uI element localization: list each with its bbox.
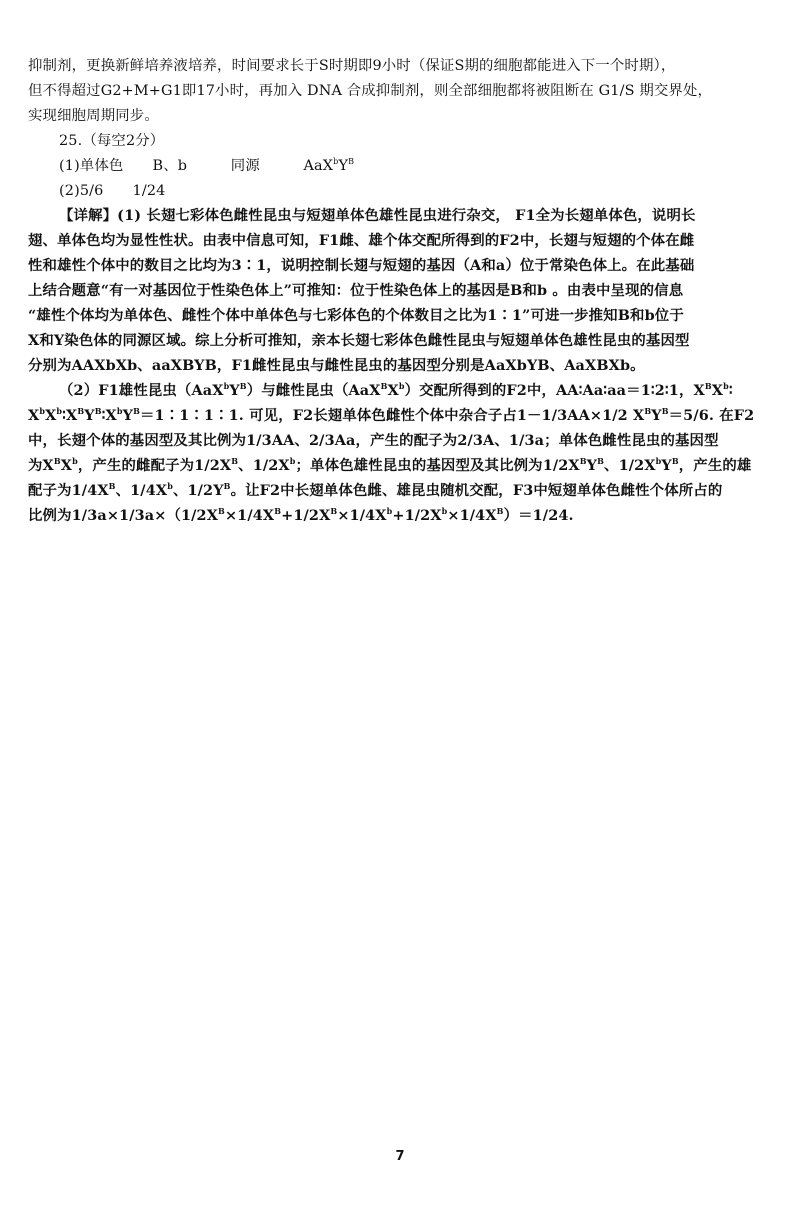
explanation-line: 中，长翅个体的基因型及其比例为1/3AA、2/3Aa，产生的配子为2/3A、1/3a；单体色雌性昆虫的基因型 [28,432,719,449]
question-number: 25.（每空2分） [59,133,165,149]
text-line: 但不得超过G2+M+G1即17小时，再加入 DNA 合成抑制剂，则全部细胞都将被阻断在 G1/S 期交界处， [28,83,713,99]
explanation-line: 配子为$1/4X^B$、$1/4X^b$、$1/2Y^B$。让F2中长翅单体色雌、雄昆虫随机交配，F3中短翅单体色雌性个体所占的 [28,481,723,499]
explanation-line: （2）F1雄性昆虫$(AaX^bY^B)$与雌性昆虫$(AaX^BX^b)$交配所得到的F2中，AA∶Aa∶aa＝1∶2∶1，$X^BX^b∶$ [59,381,733,399]
explanation-line: 分别为AAXbXb、aaXBYB，F1雌性昆虫与雌性昆虫的基因型分别是AaXbYB、AaXBXb。 [28,357,645,374]
text-line: 实现细胞周期同步。 [28,108,159,124]
explanation-line: “雄性个体均为单体色、雌性个体中单体色与七彩体色的个体数目之比为1∶1”可进一步推知B和b位于 [28,307,684,324]
explanation-line: 翅、单体色均为显性性状。由表中信息可知，F1雌、雄个体交配所得到的F2中，长翅与短翅的个体在雌 [28,232,695,249]
explanation-line: $X^bX^b∶X^BY^B∶X^bY^B=1∶1∶1∶1$. 可见，F2长翅单体色雌性个体中杂合子占1－1/3AA×1/2 $X^BY^B=5/6$. 在F2 [28,406,755,424]
explanation-line: 为$X^BX^b$，产生的雌配子为$1/2X^B$、$1/2X^b$；单体色雄性昆虫的基因型及其比例为$1/2X^BY^B$、$1/2X^bY^B$，产生的雄 [28,456,752,474]
answer-line: (2)5/6 1/24 [59,183,166,199]
text-line: 抑制剂，更换新鲜培养液培养，时间要求长于S时期即9小时（保证S期的细胞都能进入下一个时期）， [28,58,676,74]
explanation-line: X和Y染色体的同源区域。综上分析可推知，亲本长翅七彩体色雌性昆虫与短翅单体色雄性昆虫的基因型 [28,332,690,349]
explanation-line: 比例为$1/3a\times 1/3a\times(1/2X^B\times 1/4X^B+1/2X^B\times 1/4X^b+1/2X^b\times 1/4X^B)=1/24$. [28,506,574,524]
explanation-line: 【详解】(1) 长翅七彩体色雌性昆虫与短翅单体色雄性昆虫进行杂交， F1全为长翅单体色，说明长 [59,207,696,224]
page-number: 7 [395,1149,405,1164]
answer-line: (1)单体色 B、b 同源 $AaX^bY^B$ [59,157,355,174]
explanation-line: 上结合题意“有一对基因位于性染色体上”可推知：位于性染色体上的基因是B和b 。由表中呈现的信息 [28,282,684,299]
explanation-line: 性和雄性个体中的数目之比均为3∶1，说明控制长翅与短翅的基因（A和a）位于常染色体上。在此基础 [28,257,695,274]
